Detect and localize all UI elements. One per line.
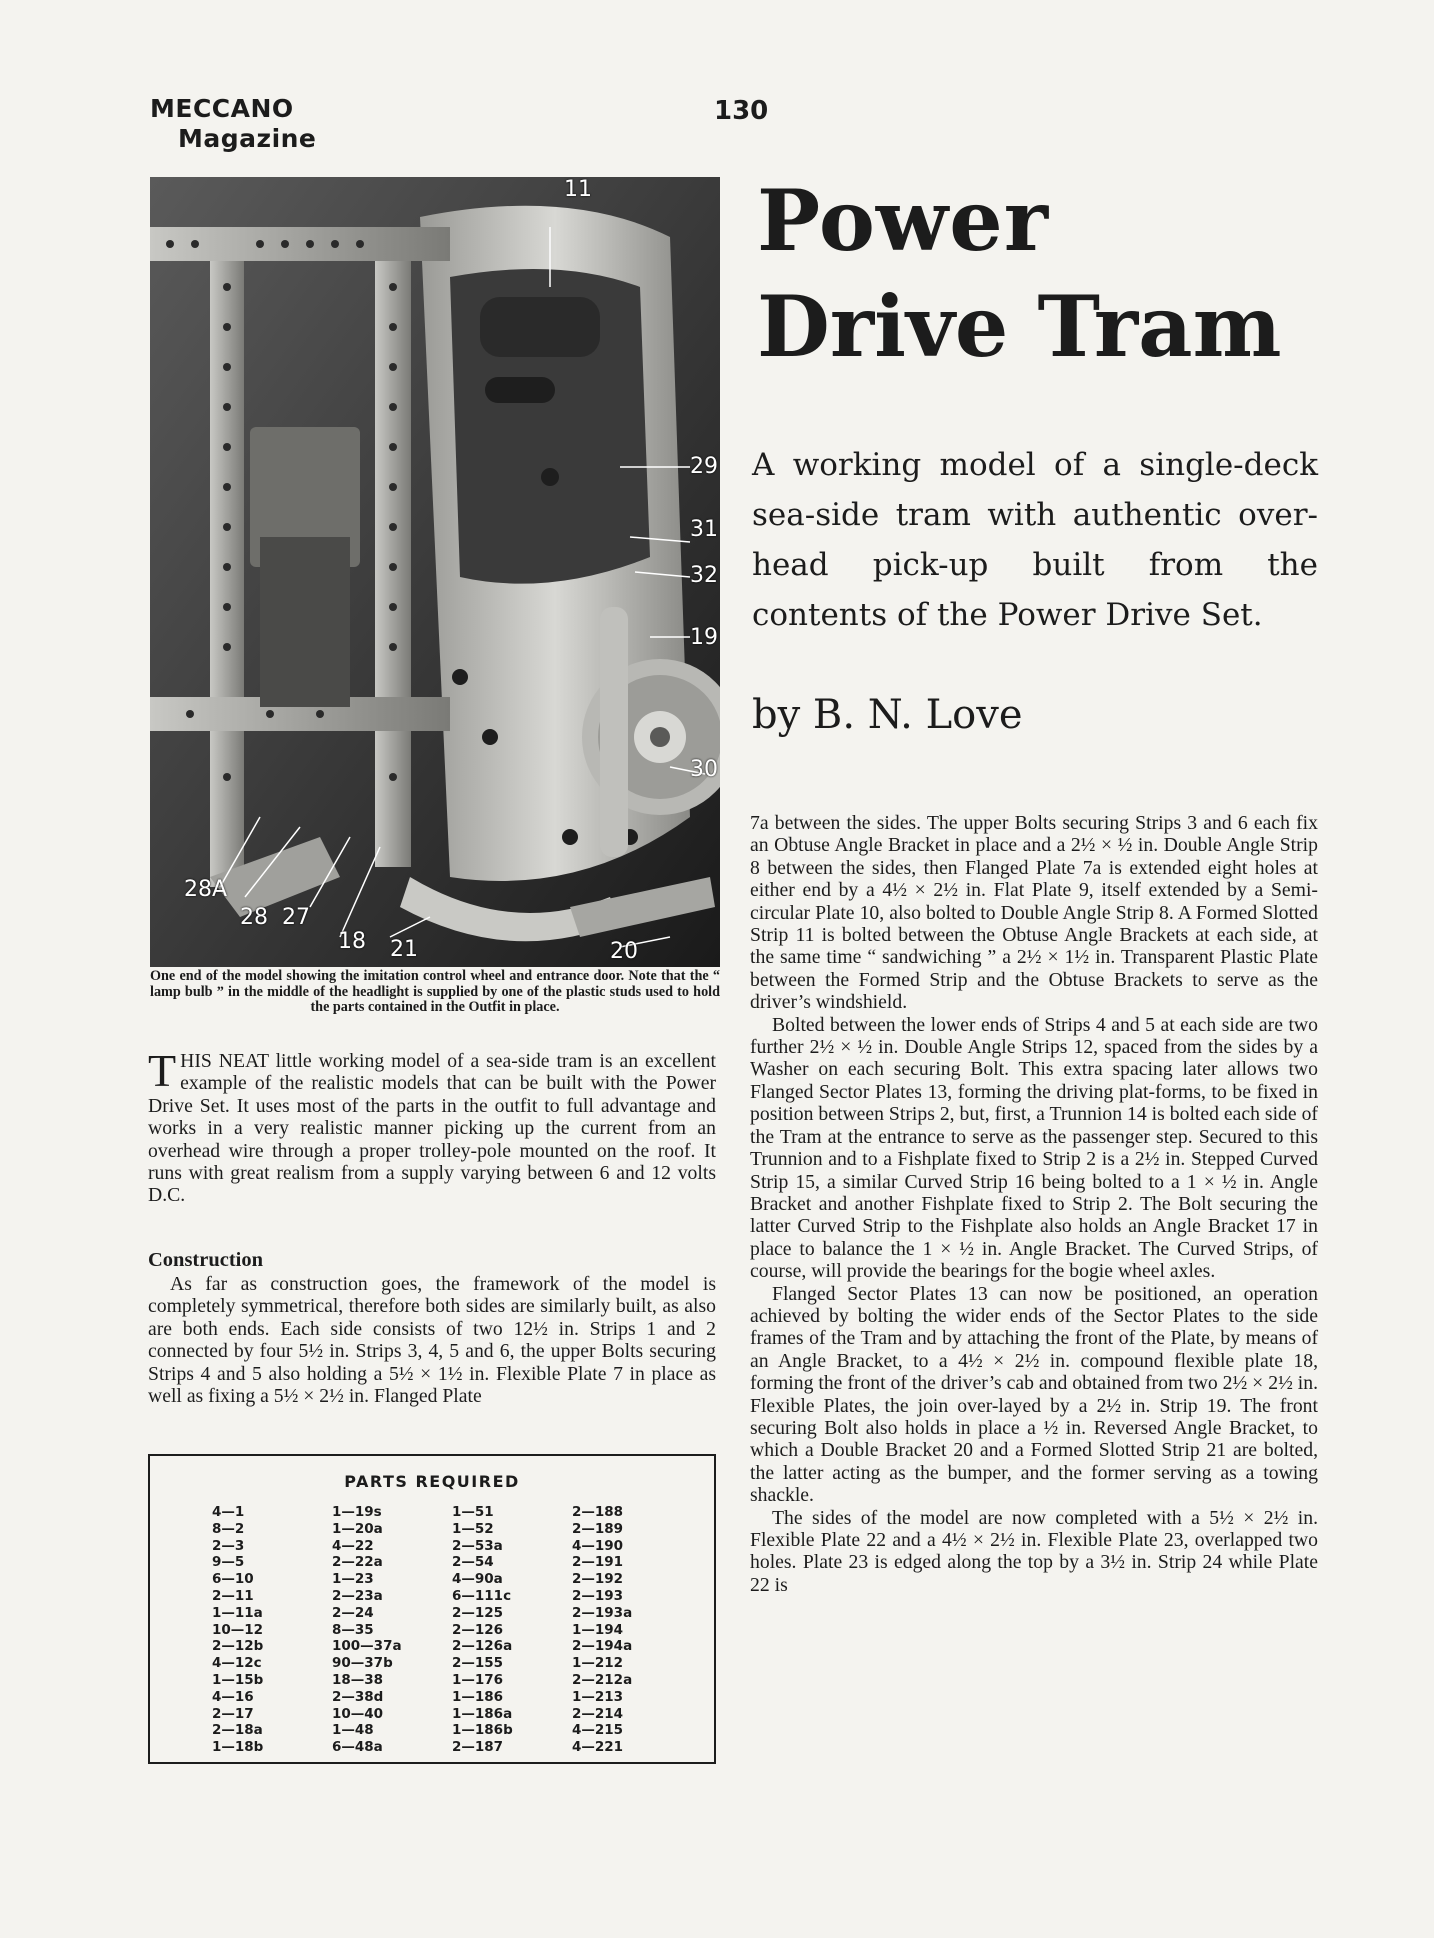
part-entry: 90—37b — [332, 1655, 393, 1672]
callout-28a: 28A — [184, 877, 228, 902]
part-entry: 8—35 — [332, 1621, 374, 1638]
right-column — [750, 812, 1318, 1596]
part-entry: 2—12b — [212, 1638, 264, 1655]
part-entry: 18—38 — [332, 1671, 384, 1688]
callout-27: 27 — [282, 905, 310, 930]
part-entry: 1—48 — [332, 1722, 374, 1739]
drop-cap: T — [148, 1045, 177, 1096]
masthead-magazine: Magazine — [178, 124, 317, 153]
masthead — [150, 94, 316, 154]
right-paragraph-2: Bolted between the lower ends of Strips 4 and 5 at each side are two further 2½ × ½ in. Double Angle Strips 12, spaced from the sides by a Washer on each securing Bolt. This extra spacing later allows two Flanged Sector Plates 13, forming the driving plat-forms, to be fixed in position between Strips 2, but, first, a Trunnion 14 is bolted each side of the Tram at the entrance to serve as the passenger step. Secured to this Trunnion and to a Fishplate fixed to Strip 2 is a 2½ in. Stepped Curved Strip 15, a similar Curved Strip 16 being bolted to a 1 × ½ in. Angle Bracket and another Fishplate fixed to Strip 2. The Bolt securing the latter Curved Strip to the Fishplate also holds an Angle Bracket 17 in place to balance the 1 × ½ in. Angle Bracket. The Curved Strips, of course, will provide the bearings for the bogie wheel axles. — [750, 1013, 1318, 1283]
part-entry: 4—1 — [212, 1504, 245, 1520]
part-entry: 2—191 — [572, 1554, 624, 1571]
construction-paragraph: As far as construction goes, the framework of the model is completely symmetrical, therefore both sides are similarly built, as also are both ends. Each side consists of two 12½ in. Strips 1 and 2 connected by four 5½ in. Strips 3, 4, 5 and 6, the upper Bolts securing Strips 4 and 5 also holding a 5½ × 1½ in. Flexible Plate 7 in place as well as fixing a 5½ × 2½ in. Flanged Plate — [148, 1273, 716, 1408]
part-entry: 1—186b — [452, 1722, 513, 1739]
part-entry: 1—52 — [452, 1520, 494, 1537]
part-entry: 2—193a — [572, 1604, 633, 1621]
right-paragraph-4: The sides of the model are now completed with a 5½ × 2½ in. Flexible Plate 22 and a 4½ × 2½ in. Flexible Plate 23, overlapped two holes. Plate 23 is edged along the top by a 3½ in. Strip 24 while Plate 22 is — [750, 1506, 1318, 1596]
callout-19: 19 — [690, 625, 718, 650]
parts-required-box — [148, 1454, 716, 1764]
part-entry: 2—22a — [332, 1554, 383, 1571]
part-entry: 1—23 — [332, 1571, 374, 1588]
callout-31: 31 — [690, 517, 718, 542]
part-entry: 2—214 — [572, 1705, 624, 1722]
part-entry: 2—38d — [332, 1688, 384, 1705]
part-entry: 1—194 — [572, 1621, 624, 1638]
part-entry: 2—187 — [452, 1739, 504, 1756]
part-entry: 4—215 — [572, 1722, 624, 1739]
part-entry: 1—20a — [332, 1520, 383, 1537]
byline: by B. N. Love — [752, 692, 1023, 738]
part-entry: 2—125 — [452, 1604, 504, 1621]
right-paragraph-1: 7a between the sides. The upper Bolts securing Strips 3 and 6 each fix an Obtuse Angle Bracket in place and a 2½ × ½ in. Double Angle Strip 8 between the sides, then Flanged Plate 7a is extended eight holes at either end by a 4½ × 2½ in. Flat Plate 9, itself extended by a Semi-circular Plate 10, also bolted to Double Angle Strip 8. A Formed Slotted Strip 11 is bolted between the Obtuse Angle Brackets at each side, at the same time “ sandwiching ” a 2½ × 1½ in. Transparent Plastic Plate between the Formed Strip and the Obtuse Brackets to serve as the driver’s windshield. — [750, 812, 1318, 1014]
intro-text: HIS NEAT little working model of a sea-side tram is an excellent example of the realistic models that can be built with the Power Drive Set. It uses most of the parts in the outfit to full advantage and works in a very realistic manner picking up the current from an overhead wire through a proper trolley-pole mounted on the roof. It runs with great realism from a supply varying between 6 and 12 volts D.C. — [148, 1050, 716, 1207]
part-entry: 2—3 — [212, 1537, 245, 1554]
part-entry: 4—12c — [212, 1655, 262, 1672]
part-entry: 1—19s — [332, 1504, 382, 1520]
part-entry: 1—51 — [452, 1504, 494, 1520]
part-entry: 2—18a — [212, 1722, 263, 1739]
part-entry: 1—186a — [452, 1705, 513, 1722]
part-entry: 6—111c — [452, 1587, 512, 1604]
part-entry: 2—126a — [452, 1638, 513, 1655]
construction-heading: Construction — [148, 1249, 264, 1271]
part-entry: 2—126 — [452, 1621, 504, 1638]
page-number: 130 — [714, 96, 769, 126]
part-entry: 2—53a — [452, 1537, 503, 1554]
callout-30: 30 — [690, 757, 718, 782]
part-entry: 2—54 — [452, 1554, 494, 1571]
part-entry: 2—23a — [332, 1587, 383, 1604]
callout-32: 32 — [690, 563, 718, 588]
photo-caption: One end of the model showing the imitation control wheel and entrance door. Note that the “ lamp bulb ” in the middle of the headlight is supplied by one of the plastic studs used to hold the parts contained in the Outfit in place. — [150, 968, 720, 1015]
tram-photo-illustration — [150, 177, 720, 967]
part-entry: 2—155 — [452, 1655, 504, 1672]
part-entry: 1—176 — [452, 1671, 504, 1688]
parts-grid — [212, 1504, 692, 1756]
part-entry: 1—11a — [212, 1604, 263, 1621]
part-entry: 2—188 — [572, 1504, 624, 1520]
part-entry: 1—15b — [212, 1671, 264, 1688]
right-paragraph-3: Flanged Sector Plates 13 can now be positioned, an operation achieved by bolting the wider ends of the Sector Plates to the side frames of the Tram and by attaching the front of the Plate, by means of an Angle Bracket, to a 4½ × 2½ in. compound flexible plate 18, forming the front of the driver’s cab and obtained from two 2½ × 2½ in. Flexible Plates, the join over-layed by a 2½ in. Strip 19. The front securing Bolt also holds in place a ½ in. Reversed Angle Bracket, to which a Double Bracket 20 and a Formed Slotted Strip 21 are bolted, the latter acting as the bumper, and the former serving as a towing shackle. — [750, 1282, 1318, 1507]
title-line-2: Drive Tram — [757, 277, 1282, 376]
part-entry: 4—22 — [332, 1537, 374, 1554]
part-entry: 2—11 — [212, 1587, 254, 1604]
part-entry: 2—24 — [332, 1604, 374, 1621]
part-entry: 1—213 — [572, 1688, 624, 1705]
callout-28: 28 — [240, 905, 268, 930]
callout-21: 21 — [390, 937, 418, 962]
part-entry: 6—48a — [332, 1739, 383, 1756]
construction-body — [148, 1273, 716, 1407]
part-entry: 4—90a — [452, 1571, 503, 1588]
part-entry: 1—186 — [452, 1688, 504, 1705]
part-entry: 4—16 — [212, 1688, 254, 1705]
part-entry: 2—194a — [572, 1638, 633, 1655]
part-entry: 2—212a — [572, 1671, 633, 1688]
standfirst: A working model of a single-deck sea-side tram with authentic over-head pick-up built from the contents of the Power Drive Set. — [752, 447, 1318, 633]
article-title — [757, 168, 1327, 380]
masthead-meccano: MECCANO — [150, 94, 294, 123]
parts-heading: PARTS REQUIRED — [344, 1472, 520, 1491]
callout-18: 18 — [338, 929, 366, 954]
part-entry: 10—40 — [332, 1705, 384, 1722]
part-entry: 2—189 — [572, 1520, 624, 1537]
part-entry: 2—17 — [212, 1705, 254, 1722]
part-entry: 10—12 — [212, 1621, 264, 1638]
part-entry: 8—2 — [212, 1520, 245, 1537]
part-entry: 4—221 — [572, 1739, 624, 1756]
part-entry: 6—10 — [212, 1571, 254, 1588]
intro-paragraph — [148, 1045, 716, 1207]
part-entry: 100—37a — [332, 1638, 402, 1655]
part-entry: 4—190 — [572, 1537, 624, 1554]
tram-photo — [150, 177, 720, 967]
part-entry: 2—192 — [572, 1571, 624, 1588]
callout-29: 29 — [690, 454, 718, 479]
callout-20: 20 — [610, 939, 638, 964]
part-entry: 9—5 — [212, 1554, 245, 1571]
part-entry: 2—193 — [572, 1587, 624, 1604]
callout-11: 11 — [564, 177, 592, 202]
part-entry: 1—212 — [572, 1655, 624, 1672]
part-entry: 1—18b — [212, 1739, 264, 1756]
title-line-1: Power — [757, 171, 1049, 270]
